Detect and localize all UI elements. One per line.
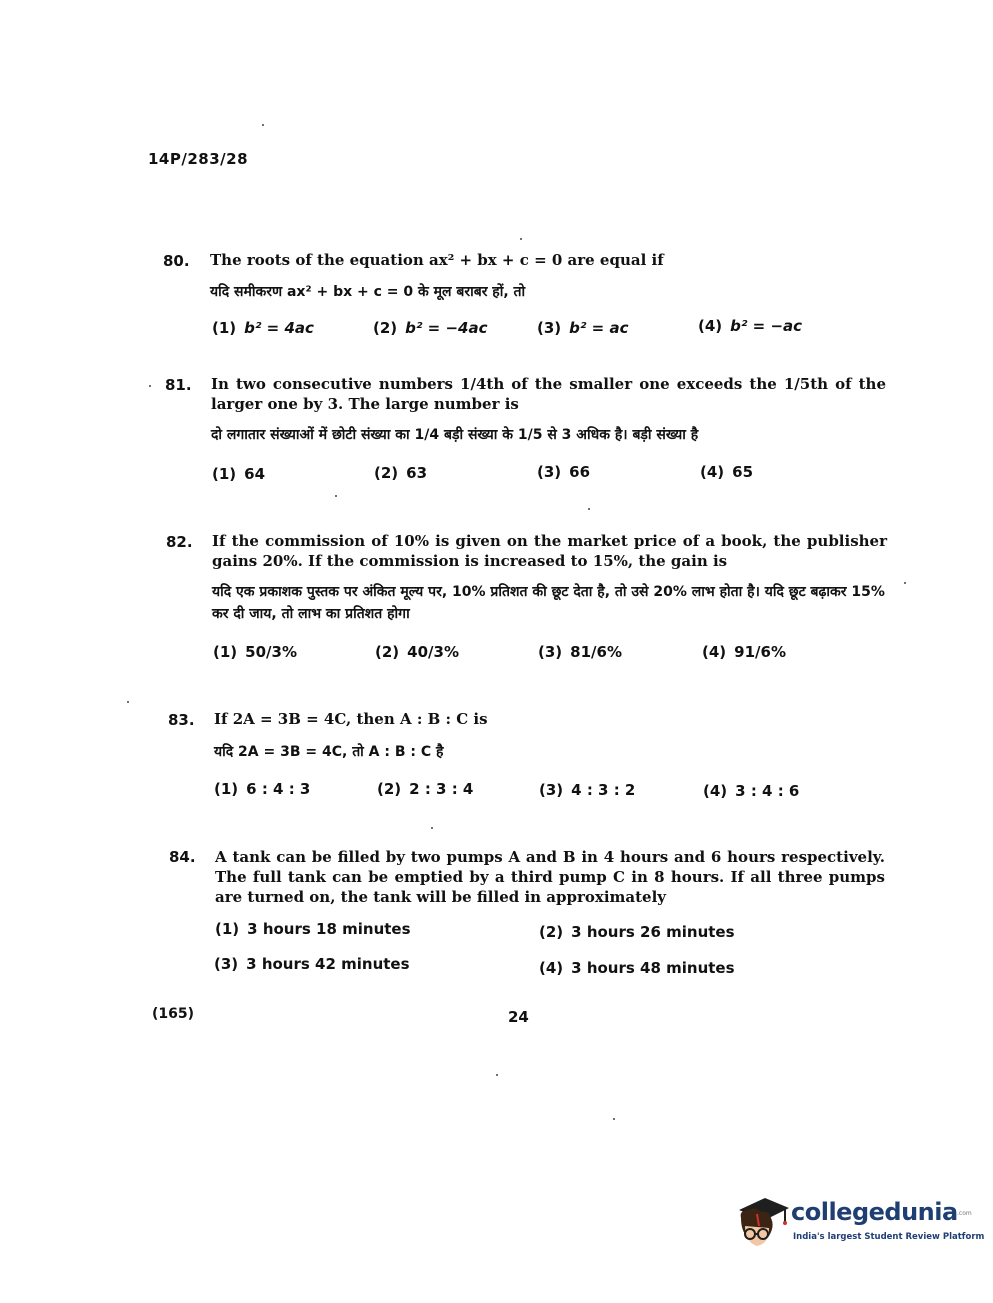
question-number: 80. (163, 252, 190, 270)
scan-speck (335, 495, 337, 497)
option-value: b² = −ac (730, 317, 803, 335)
option-2 (375, 643, 459, 661)
scan-speck (588, 508, 590, 510)
paper-code: 14P/283/28 (148, 150, 249, 168)
question-number: 84. (169, 848, 196, 866)
option-3 (214, 955, 410, 973)
option-1 (213, 643, 297, 661)
option-value: 3 hours 18 minutes (247, 920, 411, 938)
option-value: 3 hours 48 minutes (571, 959, 735, 977)
option-value: 6 : 4 : 3 (246, 780, 311, 798)
question-number: 81. (165, 376, 192, 394)
option-label: (2) (375, 643, 400, 661)
option-label: (2) (373, 319, 398, 337)
question-text-hindi: यदि एक प्रकाशक पुस्तक पर अंकित मूल्य पर, 10% प्रतिशत की छूट देता है, तो उसे 20% लाभ होता है। यदि छूट बढ़ाकर 15% कर दी जाय, तो लाभ का प्रतिशत होगा (212, 584, 885, 622)
option-4 (700, 463, 753, 481)
option-value: 4 : 3 : 2 (571, 781, 636, 799)
question-text-hindi: यदि समीकरण ax² + bx + c = 0 के मूल बराबर हों, तो (210, 284, 526, 300)
brand-tagline: India's largest Student Review Platform (793, 1232, 985, 1242)
option-value: b² = ac (569, 319, 629, 337)
scan-speck (262, 124, 264, 126)
scan-speck (127, 701, 129, 703)
question-text-hindi: दो लगातार संख्याओं में छोटी संख्या का 1/4 बड़ी संख्या के 1/5 से 3 अधिक है। बड़ी संख्या है (211, 427, 699, 443)
scan-speck (431, 827, 433, 829)
question-text: The roots of the equation ax² + bx + c = 0 are equal if (210, 251, 664, 269)
option-label: (3) (537, 319, 562, 337)
question-text: A tank can be filled by two pumps A and B in 4 hours and 6 hours respectively. The full tank can be emptied by a third pump C in 8 hours. If all three pumps are turned on, the tank will be filled in approximately (215, 848, 885, 906)
option-value: 2 : 3 : 4 (409, 780, 474, 798)
page-number: 24 (508, 1008, 529, 1026)
option-label: (4) (703, 782, 728, 800)
option-value: 91/6% (734, 643, 786, 661)
option-label: (4) (702, 643, 727, 661)
option-value: b² = 4ac (244, 319, 314, 337)
option-label: (3) (538, 643, 563, 661)
scan-speck (904, 582, 906, 584)
option-3 (537, 319, 629, 337)
option-label: (3) (214, 955, 239, 973)
scan-speck (149, 385, 151, 387)
question-text: If 2A = 3B = 4C, then A : B : C is (214, 710, 488, 728)
option-value: 50/3% (245, 643, 297, 661)
option-2 (373, 319, 488, 337)
collegedunia-watermark (735, 1196, 985, 1256)
option-2 (539, 923, 735, 941)
option-1 (215, 920, 411, 938)
option-label: (1) (213, 643, 238, 661)
option-4 (698, 317, 802, 335)
option-value: 65 (732, 463, 754, 481)
option-label: (2) (374, 464, 399, 482)
option-label: (2) (377, 780, 402, 798)
scan-speck (496, 1074, 498, 1076)
question-text-hindi: यदि 2A = 3B = 4C, तो A : B : C है (214, 744, 444, 760)
option-2 (374, 464, 427, 482)
option-label: (4) (698, 317, 723, 335)
scan-speck (520, 238, 522, 240)
option-label: (4) (539, 959, 564, 977)
option-label: (3) (539, 781, 564, 799)
brand-name: collegedunia (791, 1198, 958, 1226)
question-number: 82. (166, 533, 193, 551)
option-1 (212, 465, 265, 483)
scan-speck (613, 1118, 615, 1120)
question-text: If the commission of 10% is given on the market price of a book, the publisher gains 20%. If the commission is increased to 15%, the gain is (212, 532, 887, 570)
option-label: (1) (215, 920, 240, 938)
graduate-mascot-icon (735, 1196, 791, 1256)
option-value: 64 (244, 465, 266, 483)
option-3 (539, 781, 635, 799)
option-2 (377, 780, 473, 798)
option-value: 3 : 4 : 6 (735, 782, 800, 800)
set-code: (165) (152, 1006, 195, 1022)
option-label: (4) (700, 463, 725, 481)
option-label: (1) (214, 780, 239, 798)
option-3 (538, 643, 622, 661)
option-3 (537, 463, 590, 481)
option-label: (1) (212, 319, 237, 337)
option-value: 66 (569, 463, 591, 481)
option-value: 81/6% (570, 643, 622, 661)
option-label: (1) (212, 465, 237, 483)
option-value: 3 hours 42 minutes (246, 955, 410, 973)
option-1 (214, 780, 310, 798)
option-4 (702, 643, 786, 661)
option-1 (212, 319, 314, 337)
option-value: 40/3% (407, 643, 459, 661)
question-number: 83. (168, 711, 195, 729)
option-label: (2) (539, 923, 564, 941)
brand-suffix: .com (957, 1210, 972, 1217)
option-label: (3) (537, 463, 562, 481)
option-4 (703, 782, 799, 800)
option-value: b² = −4ac (405, 319, 488, 337)
option-value: 63 (406, 464, 428, 482)
option-4 (539, 959, 735, 977)
option-value: 3 hours 26 minutes (571, 923, 735, 941)
question-text: In two consecutive numbers 1/4th of the smaller one exceeds the 1/5th of the larger one by 3. The large number is (211, 375, 886, 413)
